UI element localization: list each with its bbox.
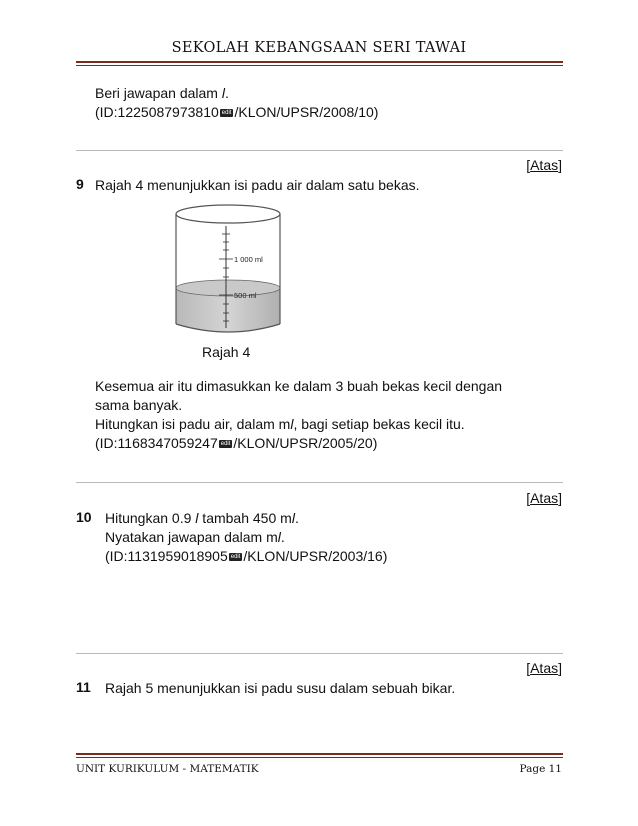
question-text: Rajah 5 menunjukkan isi padu susu dalam sebuah bikar. [105,680,456,696]
bracket-open: [ [526,157,531,173]
question-text-line [105,528,285,547]
footer-divider [76,753,563,755]
unit-litre: l [291,510,295,526]
edit-badge[interactable]: edit [221,110,232,117]
bracket-open: [ [526,660,531,676]
question-number: 11 [76,679,91,695]
intro-instruction [95,84,229,103]
atas-link-text[interactable]: Atas [530,157,559,173]
bracket-close: ] [558,490,562,506]
question-text-mid: tambah 450 m [198,510,292,526]
question-text-prefix: Nyatakan jawapan dalam m [105,529,278,545]
figure-caption: Rajah 4 [202,344,251,360]
unit-litre: l [221,85,225,101]
question-id-prefix: (ID:1131959018905 [105,548,228,564]
question-separator [76,482,563,483]
question-id-prefix: (ID:1168347059247 [95,435,218,451]
water-surface [176,280,280,296]
beaker-rim [176,205,280,223]
atas-link-text[interactable]: Atas [530,490,559,506]
unit-litre: l [277,529,281,545]
question-text-prefix: Hitungkan isi padu air, dalam m [95,416,291,432]
question-id-prefix: (ID:1225087973810 [95,104,219,120]
back-to-top-link[interactable] [526,660,562,676]
question-number: 10 [76,509,92,525]
footer-divider-thin [76,757,563,758]
question-separator [76,653,563,654]
beaker-figure [170,200,290,340]
scale-label-1000: 1 000 ml [234,255,263,264]
question-text-suffix: , bagi setiap bekas kecil itu. [293,416,465,432]
question-id-suffix: /KLON/UPSR/2005/20) [233,435,378,451]
question-text-line: sama banyak. [95,397,183,413]
intro-instruction-text: Beri jawapan dalam [95,85,222,101]
bracket-open: [ [526,490,531,506]
question-text-suffix: . [280,529,285,545]
edit-badge[interactable]: edit [220,441,231,448]
question-number: 9 [76,176,84,192]
question-text-line: Kesemua air itu dimasukkan ke dalam 3 buah bekas kecil dengan [95,378,503,394]
question-id [95,434,377,453]
scale-label-500: 500 ml [234,291,257,300]
question-text [105,509,299,528]
footer-page-number: Page 11 [519,763,562,775]
unit-litre: l [290,416,294,432]
back-to-top-link[interactable] [526,490,562,506]
atas-link-text[interactable]: Atas [530,660,559,676]
question-id-suffix: /KLON/UPSR/2003/16) [243,548,388,564]
footer-unit-name: UNIT KURIKULUM - MATEMATIK [76,763,259,775]
unit-litre: l [195,510,199,526]
intro-question-id [95,103,378,122]
intro-instruction-end: . [224,85,229,101]
question-text-prefix: Hitungkan 0.9 [105,510,196,526]
bracket-close: ] [558,660,562,676]
question-text-suffix: . [294,510,299,526]
question-id [105,547,387,566]
bracket-close: ] [558,157,562,173]
back-to-top-link[interactable] [526,157,562,173]
question-text-line [95,415,465,434]
question-text: Rajah 4 menunjukkan isi padu air dalam satu bekas. [95,177,420,193]
header-divider-thin [76,65,563,66]
page-header-title: SEKOLAH KEBANGSAAN SERI TAWAI [171,40,467,56]
edit-badge[interactable]: edit [230,554,241,561]
question-separator [76,150,563,151]
question-id-suffix: /KLON/UPSR/2008/10) [234,104,379,120]
header-divider [76,61,563,63]
